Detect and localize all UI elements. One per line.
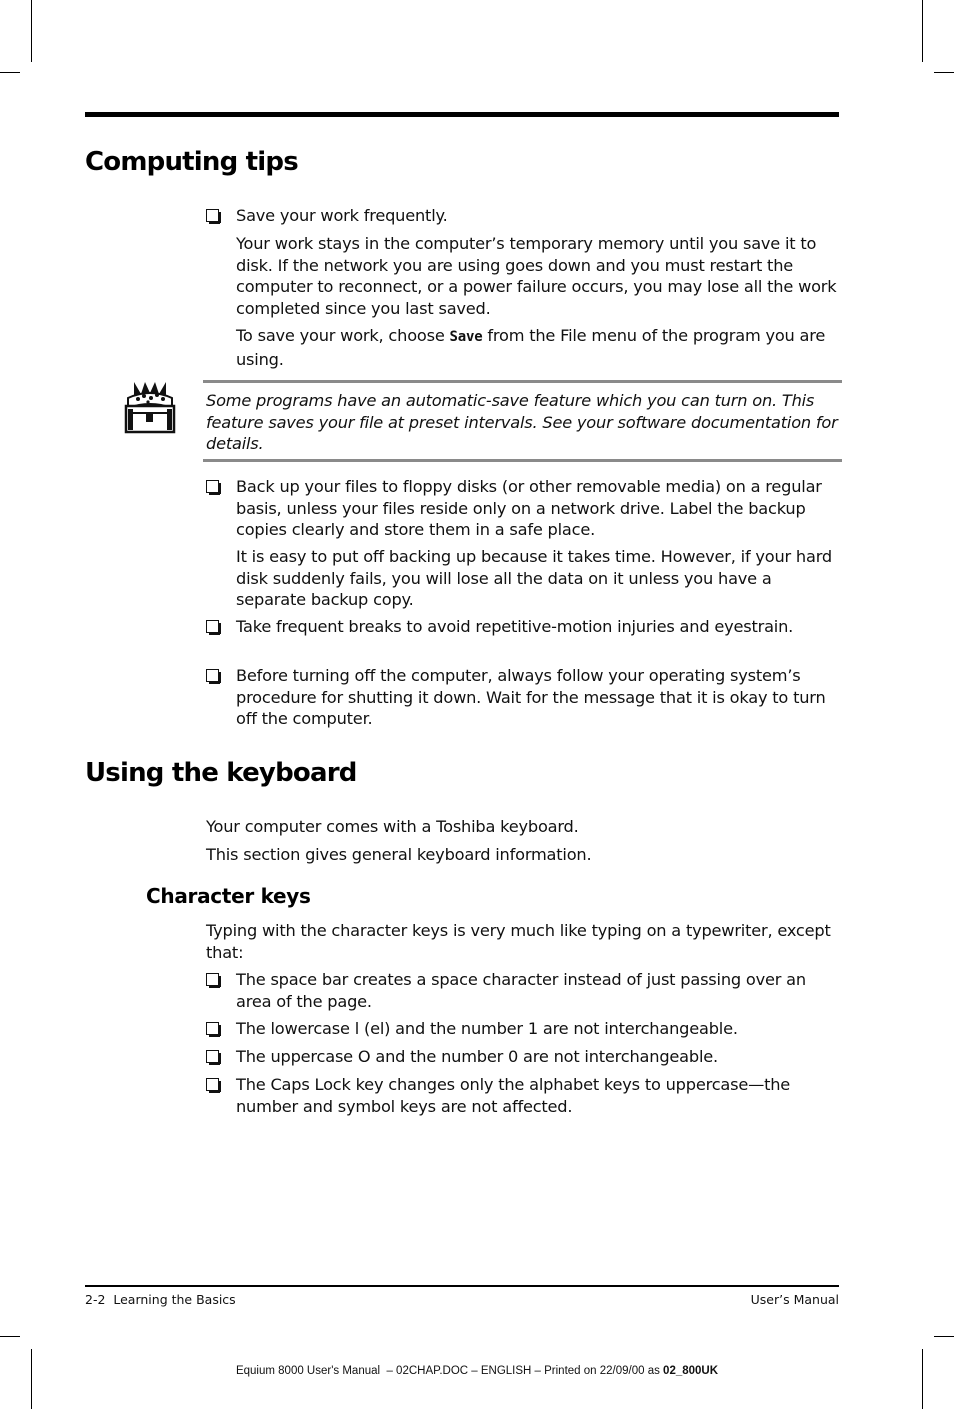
- checkbox-bullet-icon: [206, 620, 219, 633]
- checkbox-bullet-icon: [206, 1078, 219, 1091]
- crop-mark: [31, 0, 32, 62]
- command-name: Save: [449, 329, 483, 345]
- list-item: [206, 1074, 840, 1118]
- list-item: [206, 205, 840, 227]
- footer-rule: [85, 1285, 839, 1287]
- body-paragraph: This section gives general keyboard information.: [206, 845, 592, 864]
- list-item: [206, 1018, 840, 1040]
- body-paragraph: It is easy to put off backing up because it takes time. However, if your hard disk suddenly fails, you will lose all the data on it unless you have a separate backup copy.: [236, 547, 832, 609]
- print-info-text: Equium 8000 User's Manual – 02CHAP.DOC – ENGLISH – Printed on 22/09/00 as: [235, 1365, 664, 1377]
- note-top-rule: [203, 380, 842, 383]
- list-item: [206, 1046, 840, 1068]
- subsection-title-character-keys: Character keys: [146, 884, 311, 908]
- note-text: Some programs have an automatic-save feature which you can turn on. This feature saves your file at preset intervals. See your software documentation for details.: [206, 391, 838, 453]
- list-item-text: The uppercase O and the number 0 are not interchangeable.: [236, 1047, 718, 1066]
- checkbox-bullet-icon: [206, 973, 219, 986]
- checkbox-bullet-icon: [206, 1050, 219, 1063]
- body-paragraph: Your work stays in the computer’s temporary memory until you save it to disk. If the network you are using goes down and you must restart the computer to reconnect, or a power failure occurs, you may lose all the work completed since you last saved.: [236, 234, 837, 318]
- crop-mark: [0, 72, 20, 73]
- crop-mark: [0, 1336, 20, 1337]
- list-item-text: The Caps Lock key changes only the alphabet keys to uppercase—the number and symbol keys are not affected.: [236, 1075, 791, 1116]
- list-item: [206, 969, 840, 1013]
- list-item-text: The lowercase l (el) and the number 1 are not interchangeable.: [236, 1019, 738, 1038]
- crop-mark: [922, 1349, 923, 1409]
- list-item: [206, 616, 840, 660]
- section-title-using-the-keyboard: Using the keyboard: [85, 758, 357, 788]
- list-item-text: Save your work frequently.: [236, 206, 448, 225]
- list-item: [206, 476, 840, 542]
- crop-mark: [922, 0, 923, 62]
- body-paragraph: Your computer comes with a Toshiba keyboard.: [206, 817, 579, 836]
- list-item: [206, 665, 840, 731]
- checkbox-bullet-icon: [206, 209, 219, 222]
- list-item-text: Back up your files to floppy disks (or other removable media) on a regular basis, unless your files reside only on a network drive. Label the backup copies clearly and store them in a safe place.: [236, 477, 822, 539]
- crop-mark: [31, 1349, 32, 1409]
- body-paragraph: [236, 325, 840, 370]
- list-item-text: The space bar creates a space character instead of just passing over an area of the page.: [236, 970, 806, 1011]
- crop-mark: [934, 72, 954, 73]
- treasure-chest-icon: [124, 380, 176, 434]
- list-item-text: Take frequent breaks to avoid repetitive-motion injuries and eyestrain.: [236, 617, 794, 636]
- top-rule: [85, 112, 839, 117]
- footer-manual-label: User’s Manual: [750, 1292, 839, 1307]
- checkbox-bullet-icon: [206, 669, 219, 682]
- checkbox-bullet-icon: [206, 480, 219, 493]
- print-code: 02_800UK: [663, 1365, 719, 1377]
- paragraph-text: from the File menu of the program you are using.: [236, 326, 826, 369]
- section-title-computing-tips: Computing tips: [85, 147, 298, 177]
- print-info-line: [0, 1365, 954, 1377]
- checkbox-bullet-icon: [206, 1022, 219, 1035]
- list-item-text: Before turning off the computer, always follow your operating system’s procedure for shutting it down. Wait for the message that it is okay to turn off the computer.: [236, 666, 826, 728]
- body-paragraph: Typing with the character keys is very much like typing on a typewriter, except that:: [206, 921, 831, 962]
- paragraph-text: To save your work, choose: [236, 326, 450, 345]
- note-bottom-rule: [203, 459, 842, 462]
- crop-mark: [934, 1336, 954, 1337]
- footer-page-label: 2-2 Learning the Basics: [85, 1292, 236, 1307]
